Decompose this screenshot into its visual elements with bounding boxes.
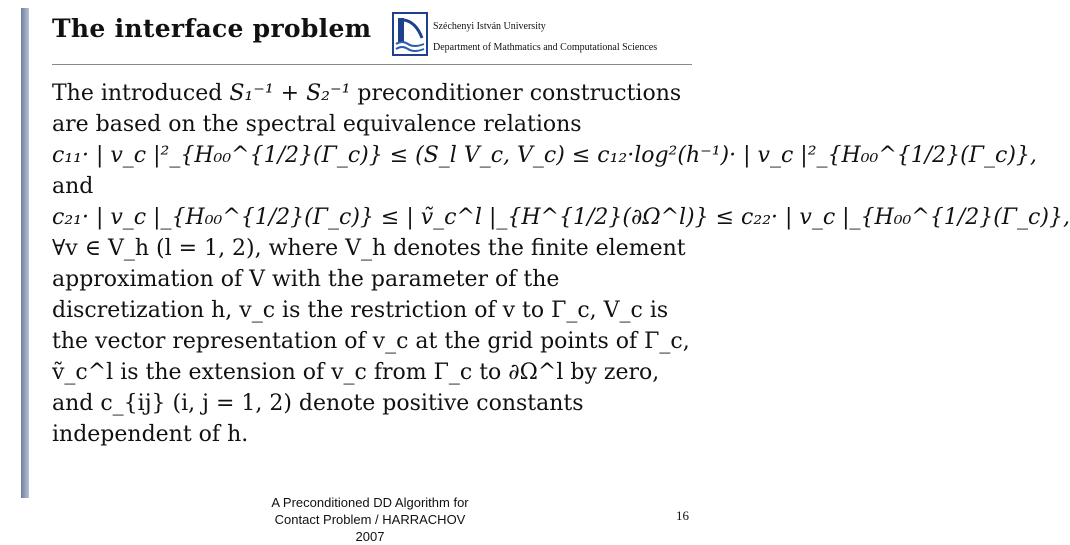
intro-math: S₁⁻¹ + S₂⁻¹: [229, 81, 351, 106]
equation-2: c₂₁· | v_c |_{H₀₀^{1/2}(Γ_c)} ≤ | ṽ_c^l |_{H^{1/2}(∂Ω^l)} ≤ c₂₂· | v_c |_{H₀₀^{1/2}(Γ_c)},: [52, 205, 1070, 230]
slide-title: The interface problem: [52, 14, 372, 43]
page-number: 16: [676, 508, 689, 523]
footer-line-1: A Preconditioned DD Algorithm for: [271, 495, 469, 510]
footer-line-3: 2007: [355, 529, 385, 544]
university-logo-icon: [392, 12, 428, 56]
intro-paragraph: [52, 78, 692, 140]
department-name: Department of Mathmatics and Computational Sciences: [433, 42, 658, 53]
intro-before: The introduced: [52, 81, 230, 106]
equation-1: c₁₁· | v_c |²_{H₀₀^{1/2}(Γ_c)} ≤ (S_l V_c, V_c) ≤ c₁₂·log²(h⁻¹)· | v_c |²_{H₀₀^{1/2}(Γ_c)},: [52, 143, 1037, 168]
footer-line-2: Contact Problem / HARRACHOV: [274, 512, 466, 527]
footer-text: [245, 494, 495, 545]
description-paragraph: ∀v ∈ V_h (l = 1, 2), where V_h denotes the finite element approximation of V with the parameter of the discretization h, v_c is the restriction of v to Γ_c, V_c is the vector representation of v_c at the grid points of Γ_c, ṽ_c^l is the extension of v_c from Γ_c to ∂Ω^l by zero, and c_{ij} (i, j = 1, 2) denote positive constants independent of h.: [52, 236, 690, 447]
intro-after: preconditioner constructions are based on the spectral equivalence relations: [52, 81, 682, 137]
and-text: and: [52, 174, 94, 199]
institution-name: Széchenyi István University: [433, 21, 546, 32]
slide-body: [52, 78, 1070, 450]
decorative-side-bar: [21, 8, 29, 498]
header-divider: [52, 64, 692, 65]
